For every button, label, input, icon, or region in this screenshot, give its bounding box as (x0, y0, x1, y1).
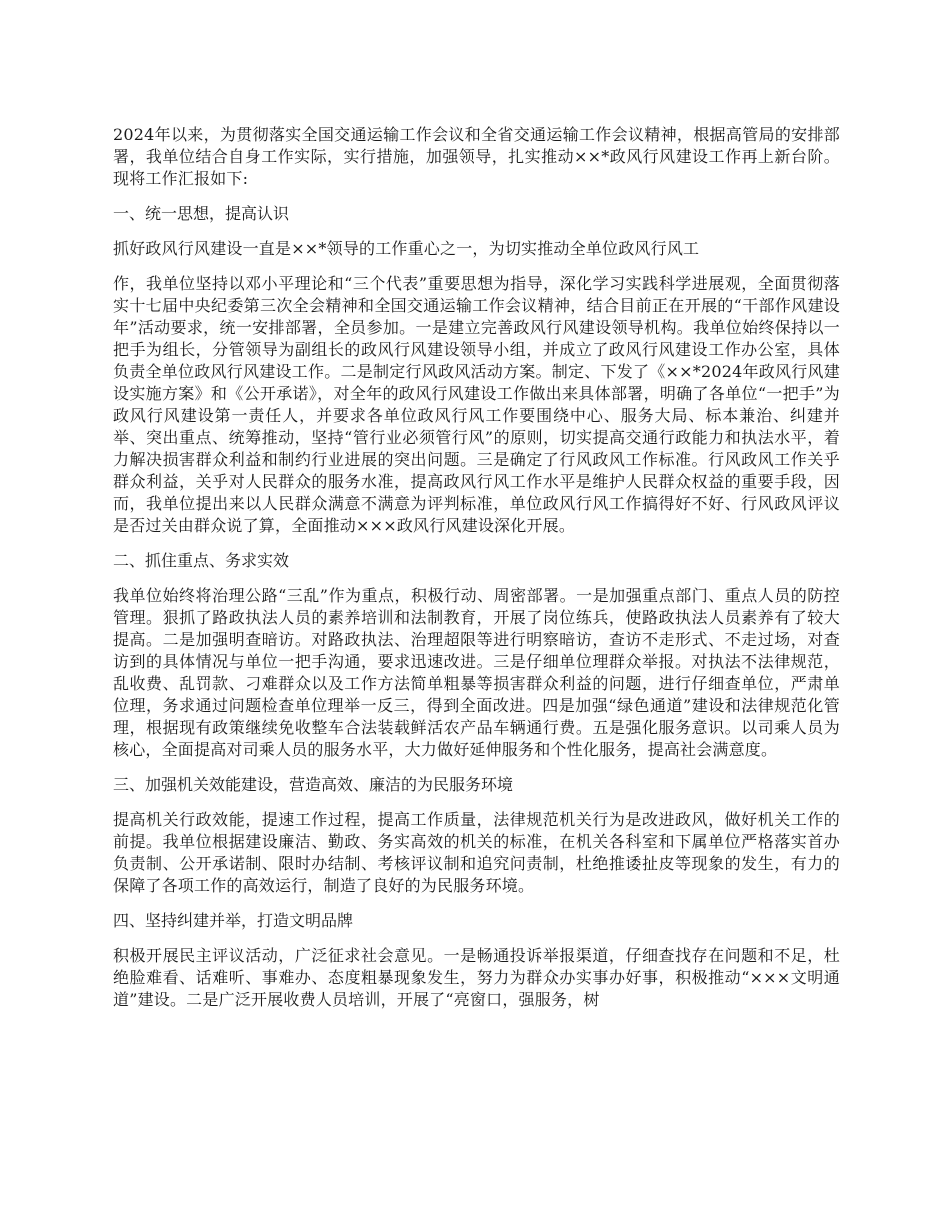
section4-paragraph-1: 积极开展民主评议活动，广泛征求社会意见。一是畅通投诉举报渠道，仔细查找存在问题和不足，杜绝脸难看、话难听、事难办、态度粗暴现象发生，努力为群众办实事办好事，积极推动“×××文明通道”建设。二是广泛开展收费人员培训，开展了“亮窗口，强服务，树 (113, 946, 840, 1009)
section1-paragraph-2: 作，我单位坚持以邓小平理论和“三个代表”重要思想为指导，深化学习实践科学进展观，全面贯彻落实十七届中央纪委第三次全会精神和全国交通运输工作会议精神，结合目前正在开展的“干部作风建设年”活动要求，统一安排部署，全员参加。一是建立完善政风行风建设领导机构。我单位始终保持以一把手为组长，分管领导为副组长的政风行风建设领导小组，并成立了政风行风建设工作办公室，具体负责全单位政风行风建设工作。二是制定行风政风活动方案。制定、下发了《××*2024年政风行风建设实施方案》和《公开承诺》，对全年的政风行风建设工作做出来具体部署，明确了各单位“一把手”为政风行风建设第一责任人，并要求各单位政风行风工作要围绕中心、服务大局、标本兼治、纠建并举、突出重点、统筹推动，坚持“管行业必须管行风”的原则，切实提高交通行政能力和执法水平，着力解决损害群众利益和制约行业进展的突出问题。三是确定了行风政风工作标准。行风政风工作关乎群众利益，关乎对人民群众的服务水准，提高政风行风工作水平是维护人民群众权益的重要手段，因而，我单位提出来以人民群众满意不满意为评判标准，单位政风行风工作搞得好不好、行风政风评议是否过关由群众说了算，全面推动×××政风行风建设深化开展。 (113, 274, 840, 535)
document-page (113, 124, 840, 1024)
section2-paragraph-1: 我单位始终将治理公路“三乱”作为重点，积极行动、周密部署。一是加强重点部门、重点人员的防控管理。狠抓了路政执法人员的素养培训和法制教育，开展了岗位练兵，使路政执法人员素养有了较大提高。二是加强明查暗访。对路政执法、治理超限等进行明察暗访，查访不走形式、不走过场，对查访到的具体情况与单位一把手沟通，要求迅速改进。三是仔细单位理群众举报。对执法不法律规范，乱收费、乱罚款、刁难群众以及工作方法简单粗暴等损害群众利益的问题，进行仔细查单位，严肃单位理，务求通过问题检查单位理举一反三，得到全面改进。四是加强“绿色通道”建设和法律规范化管理，根据现有政策继续免收整车合法装载鲜活农产品车辆通行费。五是强化服务意识。以司乘人员为核心，全面提高对司乘人员的服务水平，大力做好延伸服务和个性化服务，提高社会满意度。 (113, 586, 840, 759)
section-heading-2: 二、抓住重点、务求实效 (113, 551, 290, 570)
intro-paragraph: 2024年以来，为贯彻落实全国交通运输工作会议和全省交通运输工作会议精神，根据高管局的安排部署，我单位结合自身工作实际，实行措施，加强领导，扎实推动××*政风行风建设工作再上新台阶。现将工作汇报如下: (113, 125, 840, 188)
section1-paragraph-1: 抓好政风行风建设一直是××*领导的工作重心之一，为切实推动全单位政风行风工 (113, 239, 700, 258)
section3-paragraph-1: 提高机关行政效能，提速工作过程，提高工作质量，法律规范机关行为是改进政风，做好机关工作的前提。我单位根据建设廉洁、勤政、务实高效的机关的标准，在机关各科室和下属单位严格落实首办负责制、公开承诺制、限时办结制、考核评议制和追究问责制，杜绝推诿扯皮等现象的发生，有力的保障了各项工作的高效运行，制造了良好的为民服务环境。 (113, 810, 840, 895)
section-heading-4: 四、坚持纠建并举，打造文明品牌 (113, 911, 354, 930)
section-heading-1: 一、统一思想，提高认识 (113, 204, 290, 223)
section-heading-3: 三、加强机关效能建设，营造高效、廉洁的为民服务环境 (113, 775, 514, 794)
